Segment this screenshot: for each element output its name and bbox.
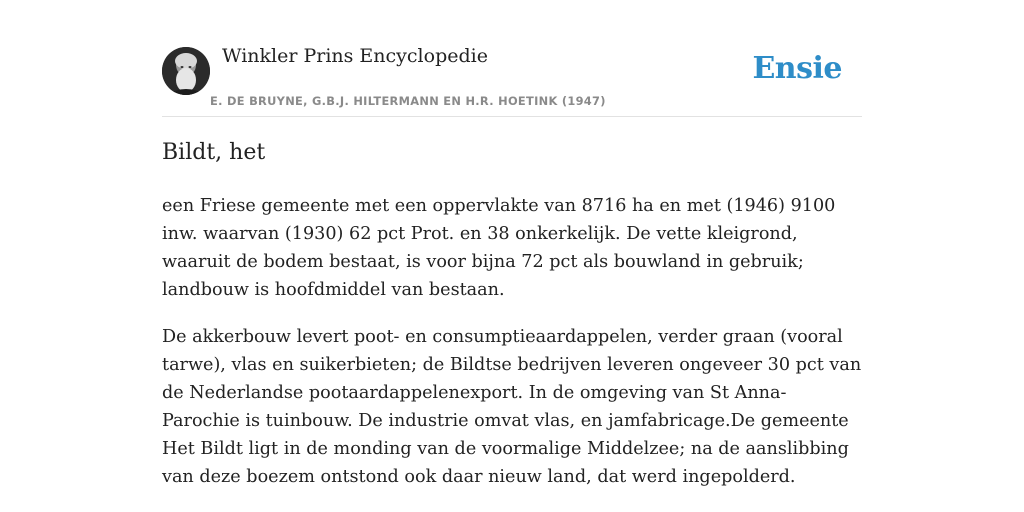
publication-title[interactable]: Winkler Prins Encyclopedie — [222, 45, 488, 67]
entry-body — [162, 192, 862, 510]
header — [162, 0, 862, 117]
entry-paragraph: een Friese gemeente met een oppervlakte van 8716 ha en met (1946) 9100 inw. waarvan (1930) 62 pct Prot. en 38 onkerkelijk. De vette kleigrond, waaruit de bodem bestaat, is voor bijna 72 pct als bouwland in gebruik; landbouw is hoofdmiddel van bestaan. — [162, 196, 836, 300]
entry-title: Bildt, het — [162, 140, 266, 165]
page — [162, 0, 862, 487]
publication-authors: E. DE BRUYNE, G.B.J. HILTERMANN EN H.R. HOETINK (1947) — [210, 94, 606, 108]
entry-paragraph: De akkerbouw levert poot- en consumptieaardappelen, verder graan (vooral tarwe), vlas en suikerbieten; de Bildtse bedrijven leveren ongeveer 30 pct van de Nederlandse pootaardappelenexport. In de omgeving van St Anna-Parochie is tuinbouw. De industrie omvat vlas, en jamfabricage.De gemeente Het Bildt ligt in de monding van de voormalige Middelzee; na de aanslibbing van deze boezem ontstond ook daar nieuw land, dat werd ingepolderd. — [162, 327, 862, 487]
author-portrait-icon[interactable] — [162, 47, 210, 95]
brand-logo[interactable]: Ensie — [752, 51, 842, 86]
